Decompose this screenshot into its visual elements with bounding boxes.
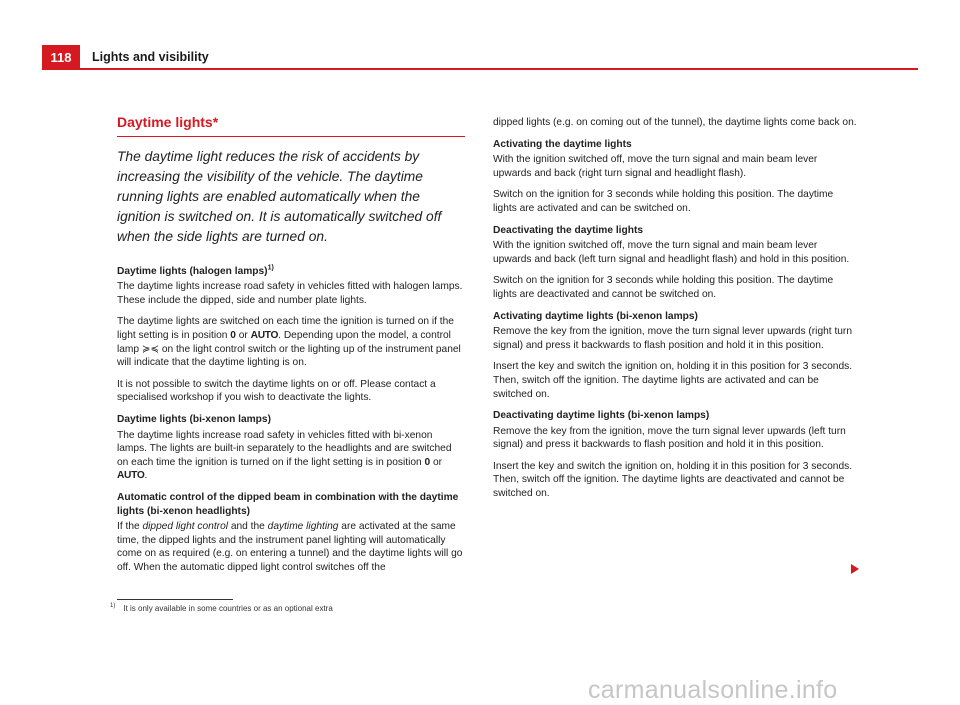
watermark: carmanualsonline.info — [588, 676, 838, 704]
left-column — [117, 116, 465, 582]
footnote — [110, 604, 333, 613]
text-run: or — [235, 329, 251, 341]
position-zero: 0 — [424, 456, 431, 468]
heading-deactivating: Deactivating the daytime lights — [493, 224, 644, 236]
paragraph-auto-control — [117, 520, 465, 574]
arrow-right-icon[interactable] — [851, 564, 859, 574]
paragraph-halogen-1: The daytime lights increase road safety in vehicles fitted with halogen lamps. These include the dipped, side and number plate lights. — [117, 281, 463, 306]
text-run: The daytime lights increase road safety in vehicles fitted with bi-xenon lamps. The lights are built-in separately to the headlights and are switched on each time the ignition is turned on if the light setting is in position — [117, 429, 452, 468]
footnote-ref[interactable]: 1) — [267, 264, 274, 272]
position-auto: AUTO — [117, 470, 145, 482]
text-run: are activated at the same time, the dipped lights and the instrument panel lighting will automatically come on as required (e.g. on entering a tunnel) and the daytime lights will go off. When the automatic dipped light control switches off the — [117, 521, 463, 573]
heading-deactivating-bixenon: Deactivating daytime lights (bi-xenon lamps) — [493, 410, 710, 422]
text-run: or — [430, 456, 443, 468]
section-title: Daytime lights* — [117, 116, 465, 137]
position-zero: 0 — [230, 329, 236, 341]
text-run: The daytime lights are switched on each time the ignition is turned on if the light setting is in position — [117, 316, 454, 341]
paragraph-deactivating-2: Switch on the ignition for 3 seconds while holding this position. The daytime lights are deactivated and cannot be switched on. — [493, 275, 834, 300]
footnote-rule — [117, 599, 233, 600]
paragraph-bixenon — [117, 429, 465, 483]
heading-activating: Activating the daytime lights — [493, 138, 632, 150]
text-run: . Depending upon the model, a control lamp ≽≼ on the light control switch or the lighting up of the instrument panel will indicate that the daytime lighting is on. — [117, 329, 461, 369]
right-column — [493, 116, 858, 509]
heading-halogen-text: Daytime lights (halogen lamps) — [117, 265, 268, 277]
text-run: . — [144, 470, 148, 482]
paragraph-deactivating-1: With the ignition switched off, move the turn signal and main beam lever upwards and back (left turn signal and headlight flash) and hold in this position. — [493, 240, 850, 265]
paragraph-activating-bixenon-1: Remove the key from the ignition, move the turn signal lever upwards (right turn signal) and press it backwards to flash position and hold it in this position. — [493, 326, 852, 351]
text-run: If the — [117, 521, 143, 533]
paragraph-activating-bixenon-2: Insert the key and switch the ignition on, holding it in this position for 3 seconds. Then, switch off the ignition. The daytime lights are activated and can be switched on. — [493, 361, 853, 400]
paragraph-continued: dipped lights (e.g. on coming out of the tunnel), the daytime lights come back on. — [493, 117, 857, 128]
header-title: Lights and visibility — [92, 50, 209, 64]
footnote-text: It is only available in some countries or as an optional extra — [123, 604, 333, 613]
paragraph-deactivating-bixenon-1: Remove the key from the ignition, move the turn signal lever upwards (left turn signal) and press it backwards to flash position and hold it in this position. — [493, 425, 846, 451]
paragraph-activating-1: With the ignition switched off, move the turn signal and main beam lever upwards and back (right turn signal and headlight flash). — [493, 154, 818, 179]
footnote-mark: 1) — [110, 603, 116, 610]
heading-activating-bixenon: Activating daytime lights (bi-xenon lamps) — [493, 310, 698, 322]
paragraph-activating-2: Switch on the ignition for 3 seconds while holding this position. The daytime lights are activated and can be switched on. — [493, 189, 834, 214]
emphasis: daytime lighting — [267, 521, 339, 533]
position-auto: AUTO — [250, 329, 279, 341]
text-run: and the — [228, 521, 268, 533]
heading-halogen — [117, 265, 465, 279]
heading-auto-control: Automatic control of the dipped beam in combination with the daytime lights (bi-xenon headlights) — [117, 491, 459, 517]
header-rule — [42, 68, 918, 70]
emphasis: dipped light control — [142, 521, 229, 533]
heading-bixenon: Daytime lights (bi-xenon lamps) — [117, 413, 271, 425]
paragraph-halogen-2 — [117, 315, 465, 369]
lead-paragraph: The daytime light reduces the risk of accidents by increasing the visibility of the vehicle. The daytime running lights are enabled automatically when the ignition is switched on. It is automatically switched off when the side lights are turned on. — [117, 148, 442, 244]
paragraph-halogen-3: It is not possible to switch the daytime lights on or off. Please contact a specialised workshop if you wish to deactivate the lights. — [117, 378, 436, 404]
paragraph-deactivating-bixenon-2: Insert the key and switch the ignition on, holding it in this position for 3 seconds. Then, switch off the ignition. The daytime lights are deactivated and cannot be switched on. — [493, 460, 853, 500]
page-number: 118 — [42, 45, 80, 69]
